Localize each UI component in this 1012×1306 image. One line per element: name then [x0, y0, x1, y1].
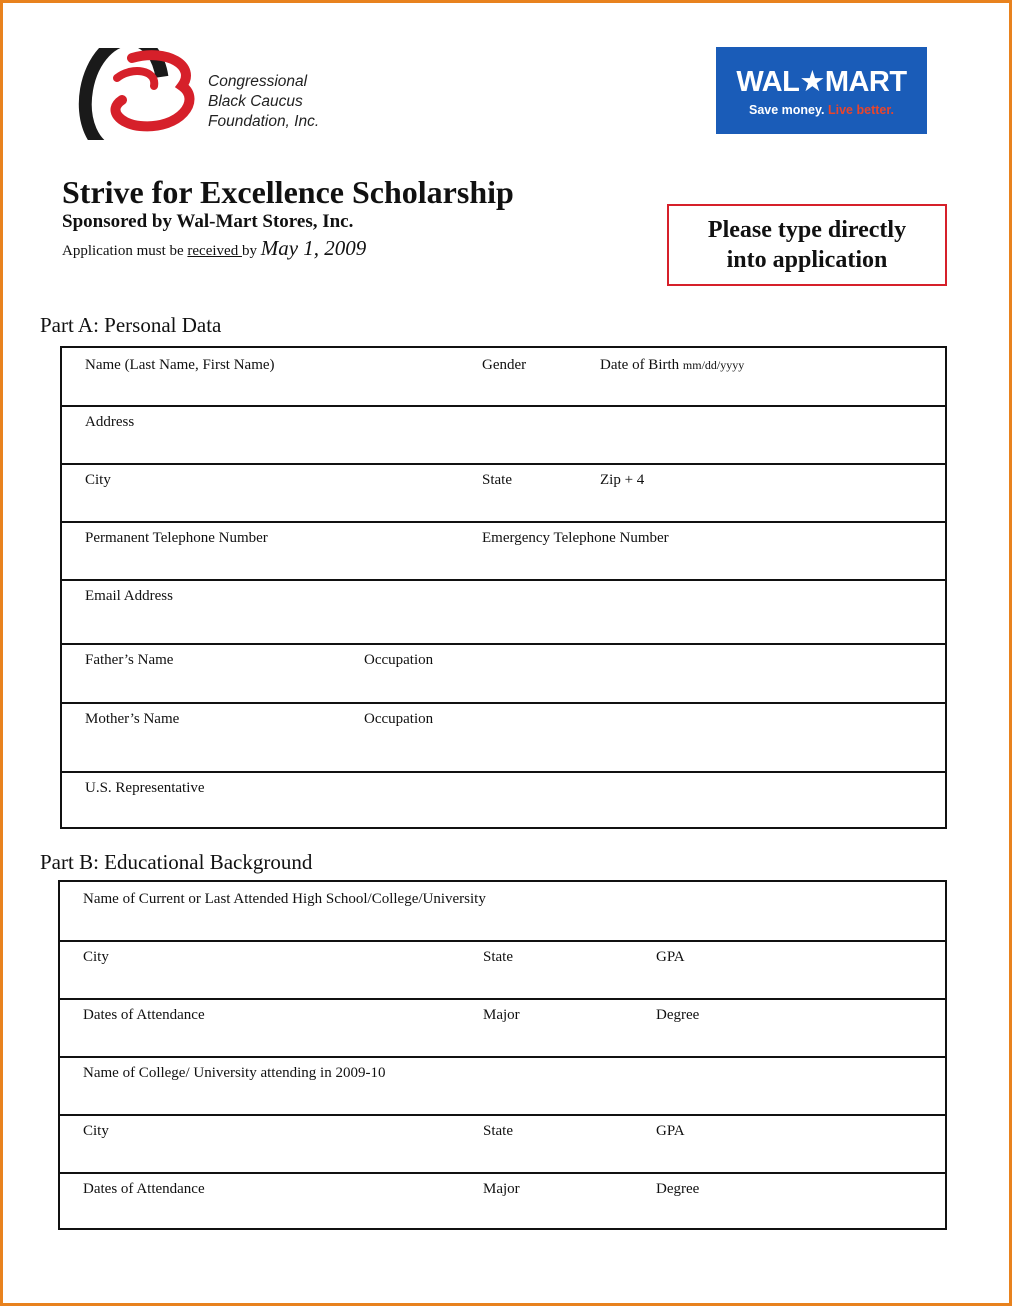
notice-line-1: Please type directly	[707, 217, 907, 243]
label-state: State	[482, 472, 512, 488]
label-school-dates: Dates of Attendance	[83, 1007, 205, 1023]
label-father: Father’s Name	[85, 652, 174, 668]
part-b-title: Part B: Educational Background	[40, 850, 313, 874]
row-city[interactable]	[62, 463, 945, 523]
walmart-logo	[716, 47, 927, 134]
page-title: Strive for Excellence Scholarship	[62, 174, 514, 210]
deadline-text	[62, 236, 366, 261]
label-address: Address	[85, 414, 135, 430]
label-perm-phone: Permanent Telephone Number	[85, 530, 268, 546]
label-school-city: City	[83, 949, 109, 965]
row-name[interactable]	[62, 348, 945, 407]
label-school: Name of Current or Last Attended High School/College/University	[83, 891, 486, 907]
walmart-tagline	[716, 103, 927, 117]
deadline-received: received	[187, 243, 242, 259]
part-a-table	[60, 346, 947, 829]
label-name: Name (Last Name, First Name)	[85, 357, 275, 373]
deadline-prefix: Application must be	[62, 243, 188, 259]
label-dob-text: Date of Birth	[600, 357, 680, 373]
part-b-table	[58, 880, 947, 1230]
label-college-gpa: GPA	[656, 1123, 685, 1139]
row-college[interactable]	[60, 1056, 945, 1116]
notice-box	[667, 204, 947, 286]
label-school-gpa: GPA	[656, 949, 685, 965]
label-email: Email Address	[85, 588, 173, 604]
row-school[interactable]	[60, 882, 945, 942]
label-representative: U.S. Representative	[85, 780, 205, 796]
label-college-city: City	[83, 1123, 109, 1139]
walmart-tagline-1: Save money.	[749, 103, 825, 117]
label-emerg-phone: Emergency Telephone Number	[482, 530, 669, 546]
label-city: City	[85, 472, 111, 488]
walmart-tagline-2: Live better.	[828, 103, 894, 117]
page-subtitle: Sponsored by Wal-Mart Stores, Inc.	[62, 211, 354, 232]
row-father[interactable]	[62, 643, 945, 704]
row-address[interactable]	[62, 405, 945, 465]
label-dob-format: mm/dd/yyyy	[682, 358, 745, 372]
deadline-by: by	[241, 243, 261, 259]
row-mother[interactable]	[62, 702, 945, 773]
label-college-major: Major	[483, 1181, 520, 1197]
label-college-degree: Degree	[656, 1181, 700, 1197]
deadline-date: May 1, 2009	[260, 236, 367, 260]
label-gender: Gender	[482, 357, 527, 373]
cbc-line-2: Black Caucus	[208, 93, 303, 110]
label-college: Name of College/ University attending in 2009-10	[83, 1065, 386, 1081]
row-college-dates[interactable]	[60, 1172, 945, 1230]
cbc-line-1: Congressional	[208, 73, 308, 90]
cbc-line-3: Foundation, Inc.	[208, 113, 320, 130]
row-phones[interactable]	[62, 521, 945, 581]
row-email[interactable]	[62, 579, 945, 645]
label-dob	[600, 357, 744, 374]
notice-line-2: into application	[726, 247, 888, 273]
cbc-name	[208, 72, 319, 132]
label-father-occupation: Occupation	[364, 652, 434, 668]
row-college-city[interactable]	[60, 1114, 945, 1174]
part-a-title: Part A: Personal Data	[40, 313, 222, 337]
label-college-state: State	[483, 1123, 513, 1139]
label-school-state: State	[483, 949, 513, 965]
cbc-logo-icon	[62, 48, 207, 140]
row-school-city[interactable]	[60, 940, 945, 1000]
row-representative[interactable]	[62, 771, 945, 829]
label-mother: Mother’s Name	[85, 711, 180, 727]
label-mother-occupation: Occupation	[364, 711, 434, 727]
walmart-name: WAL★MART	[736, 66, 907, 98]
label-zip: Zip + 4	[600, 472, 645, 488]
label-college-dates: Dates of Attendance	[83, 1181, 205, 1197]
label-school-degree: Degree	[656, 1007, 700, 1023]
label-school-major: Major	[483, 1007, 520, 1023]
row-school-dates[interactable]	[60, 998, 945, 1058]
